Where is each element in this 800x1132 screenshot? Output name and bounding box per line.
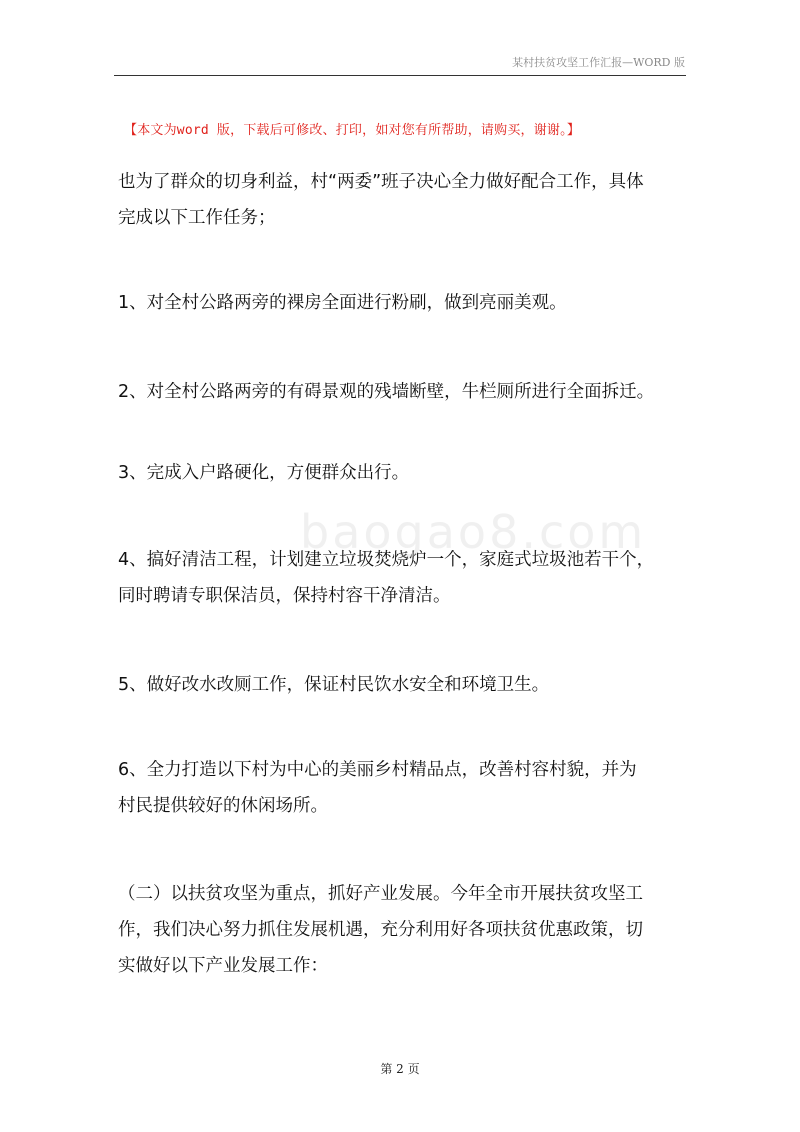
list-item — [118, 455, 690, 491]
paragraph-line: 实做好以下产业发展工作： — [118, 956, 328, 976]
paragraph-line: 4、搞好清洁工程，计划建立垃圾焚烧炉一个，家庭式垃圾池若干个， — [118, 550, 655, 570]
section-paragraph — [118, 876, 690, 984]
paragraph-line: 6、全力打造以下村为中心的美丽乡村精品点，改善村容村貌，并为 — [118, 760, 637, 780]
page-number: 第 2 页 — [380, 1062, 420, 1076]
intro-paragraph — [118, 164, 690, 236]
paragraph-line: 也为了群众的切身利益，村“两委”班子决心全力做好配合工作，具体 — [118, 172, 644, 192]
download-notice: 【本文为word 版，下载后可修改、打印，如对您有所帮助，请购买，谢谢。】 — [124, 123, 581, 138]
paragraph-line: （二）以扶贫攻坚为重点，抓好产业发展。今年全市开展扶贫攻坚工 — [118, 884, 643, 904]
list-item — [118, 285, 690, 321]
paragraph-line: 同时聘请专职保洁员，保持村容干净清洁。 — [118, 586, 451, 606]
list-item — [118, 374, 690, 410]
paragraph-line: 3、完成入户路硬化，方便群众出行。 — [118, 463, 410, 483]
paragraph-line: 作，我们决心努力抓住发展机遇，充分利用好各项扶贫优惠政策，切 — [118, 920, 643, 940]
paragraph-line: 5、做好改水改厕工作，保证村民饮水安全和环境卫生。 — [118, 675, 550, 695]
list-item — [118, 667, 690, 703]
paragraph-line: 完成以下工作任务； — [118, 208, 276, 228]
paragraph-line: 村民提供较好的休闲场所。 — [118, 796, 328, 816]
paragraph-line: 1、对全村公路两旁的裸房全面进行粉刷，做到亮丽美观。 — [118, 293, 567, 313]
running-header: 某村扶贫攻坚工作汇报—WORD 版 — [512, 56, 685, 69]
watermark: baogao8.com — [300, 505, 647, 559]
paragraph-line: 2、对全村公路两旁的有碍景观的残墙断壁，牛栏厕所进行全面拆迁。 — [118, 382, 655, 402]
list-item — [118, 752, 690, 824]
header-divider — [114, 75, 686, 76]
